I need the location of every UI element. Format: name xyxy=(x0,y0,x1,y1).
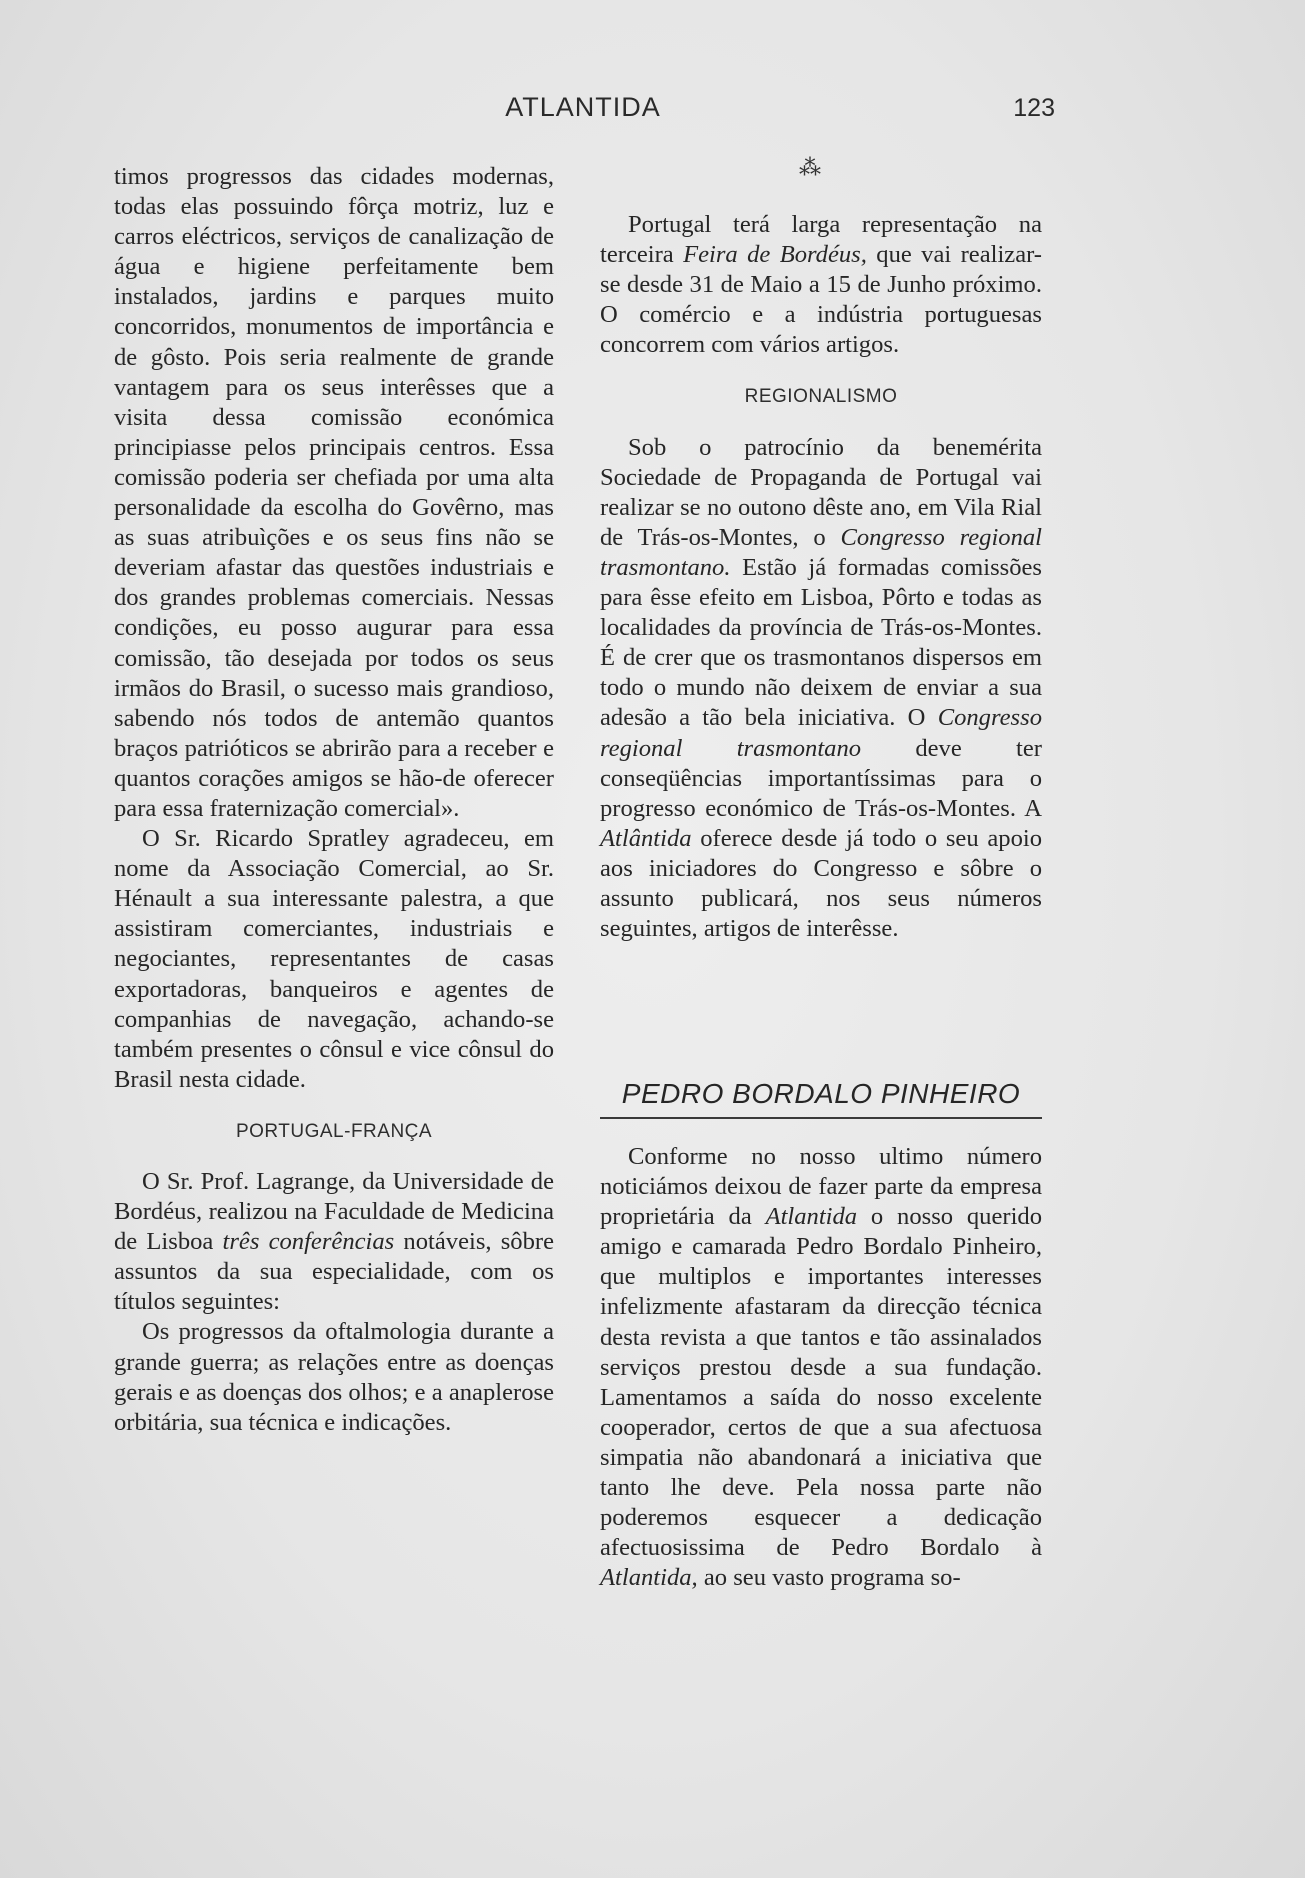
running-header-title: ATLANTIDA xyxy=(505,92,661,122)
italic-text-run: Congresso regional trasmontano. xyxy=(600,523,1042,581)
italic-text-run: Atlântida xyxy=(600,824,692,852)
article-title-bordalo: PEDRO BORDALO PINHEIRO xyxy=(621,1078,1021,1109)
section-heading-portugal-franca: PORTUGAL-FRANÇA xyxy=(235,1120,433,1142)
text-run: Sob o patrocínio da benemérita Sociedade de Propaganda de Portugal vai realizar se no outono dêste ano, em Vila Rial de Trás-os-Montes, o xyxy=(600,433,1042,551)
italic-text-run: Feira de Bordéus, xyxy=(683,241,867,269)
right-paragraph-3 xyxy=(600,1142,1042,1593)
left-paragraph-1: timos progressos das cidades modernas, todas elas possuindo fôrça motriz, luz e carros eléctricos, serviços de canalização de água e higiene perfeitamente bem instalados, jardins e parques muito concorridos, monumentos de importância e de gôsto. Pois seria realmente de grande vantagem para os seus interêsses que a visita dessa comissão económica principiasse pelos principais centros. Essa comissão poderia ser chefiada por uma alta personalidade da escolha do Govêrno, mas as suas atribuìções e os seus fins não se deveriam afastar das questões industriais e dos grandes problemas comerciais. Nessas condições, eu posso augurar para essa comissão, tão desejada por todos os seus irmãos do Brasil, o sucesso mais grandioso, sabendo nós todos de antemão quantos braços patrióticos se abrirão para a receber e quantos corações amigos se hão-de oferecer para essa fraternização comercial». xyxy=(114,163,554,822)
asterism-separator: ⁂ xyxy=(799,155,821,180)
italic-text-run: três conferências xyxy=(222,1228,395,1256)
text-run: que vai realizar-se desde 31 de Maio a 15 de Junho próximo. O comércio e a indústria portuguesas concorrem com vários artigos. xyxy=(600,241,1042,359)
left-paragraph-4: Os progressos da oftalmologia durante a grande guerra; as relações entre as doenças gerais e as doenças dos olhos; e a anaplerose orbitária, sua técnica e indicações. xyxy=(114,1318,554,1436)
right-paragraph-2 xyxy=(600,433,1042,945)
text-run: Conforme no nosso ultimo número noticiámos deixou de fazer parte da empresa proprietária da xyxy=(600,1143,1042,1231)
text-run: Portugal terá larga representação na terceira xyxy=(600,211,1042,269)
right-paragraph-1 xyxy=(600,210,1042,360)
text-run: notáveis, sôbre assuntos da sua especialidade, com os títulos seguintes: xyxy=(114,1228,554,1316)
text-run: Estão já formadas comissões para êsse efeito em Lisboa, Pôrto e todas as localidades da província de Trás-os-Montes. É de crer que os trasmontanos dispersos em todo o mundo não deixem de enviar a sua adesão a tão bela iniciativa. O xyxy=(600,553,1042,732)
left-paragraph-3 xyxy=(114,1167,554,1317)
page-number: 123 xyxy=(1013,94,1055,122)
italic-text-run: Congresso regional trasmontano xyxy=(600,704,1042,762)
left-paragraph-2: O Sr. Ricardo Spratley agradeceu, em nome da Associação Comercial, ao Sr. Hénault a sua interessante palestra, a que assistiram comerciantes, industriais e negociantes, representantes de casas exportadoras, banqueiros e agentes de companhias de navegação, achando-se também presentes o cônsul e vice cônsul do Brasil nesta cidade. xyxy=(114,825,554,1093)
left-column xyxy=(114,162,554,1438)
text-run: O Sr. Prof. Lagrange, da Universidade de Bordéus, realizou na Faculdade de Medicina de Lisboa xyxy=(114,1168,554,1256)
right-column-bordalo-article xyxy=(600,1142,1042,1593)
right-column xyxy=(600,210,1042,944)
text-run: ao seu vasto programa so- xyxy=(697,1564,961,1592)
section-heading-regionalismo: REGIONALISMO xyxy=(744,386,898,408)
text-run: oferece desde já todo o seu apoio aos iniciadores do Congresso e sôbre o assunto publicará, nos seus números seguintes, artigos de interêsse. xyxy=(600,824,1042,943)
italic-text-run: Atlantida, xyxy=(600,1564,698,1592)
italic-text-run: Atlantida xyxy=(765,1203,858,1231)
text-run: deve ter conseqüências importantíssimas para o progresso económico de Trás-os-Montes. A xyxy=(600,734,1042,822)
text-run: o nosso querido amigo e camarada Pedro Bordalo Pinheiro, que multiplos e importantes interesses infelizmente afastaram da direcção técnica desta revista a que tantos e tão assinalados serviços prestou desde a sua fundação. Lamentamos a saída do nosso excelente cooperador, certos de que a sua afectuosa simpatia não abandonará a iniciativa que tanto lhe deve. Pela nossa parte não poderemos esquecer a dedicação afectuosissima de Pedro Bordalo à xyxy=(600,1203,1043,1562)
title-underline-rule xyxy=(600,1117,1042,1119)
